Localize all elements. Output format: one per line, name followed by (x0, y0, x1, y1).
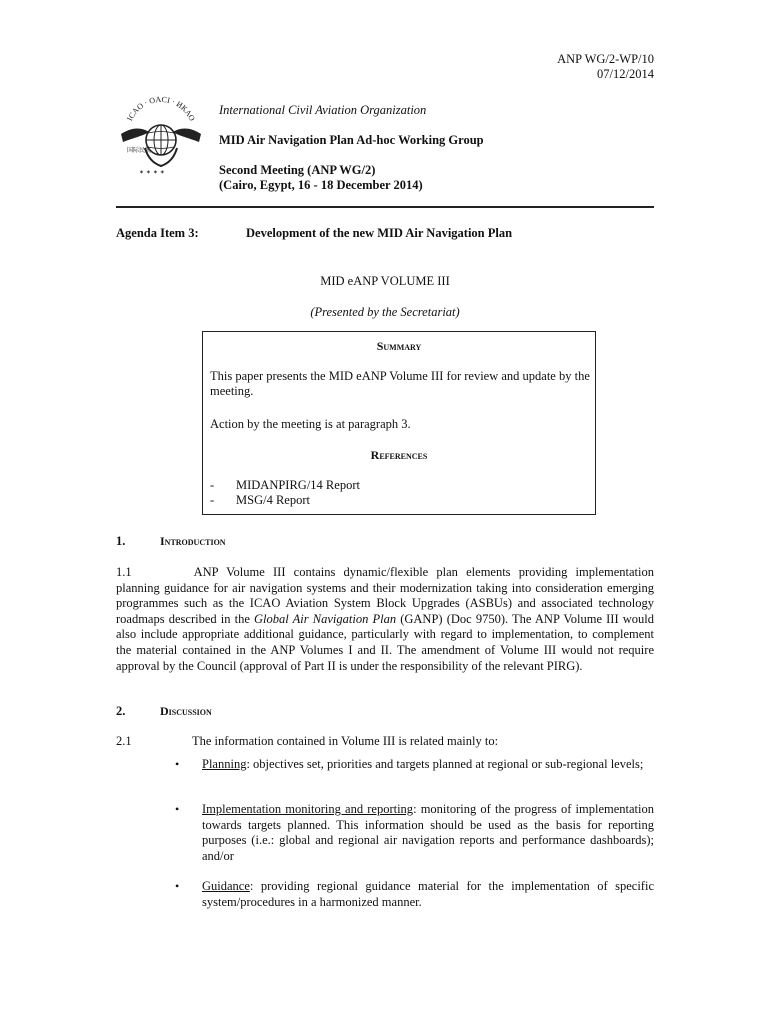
reference-dash: - (210, 478, 215, 492)
bullet-term: Implementation monitoring and reporting (202, 802, 414, 816)
icao-logo (115, 90, 207, 182)
summary-heading: Summary (376, 339, 422, 353)
section-number: 1. (116, 534, 126, 548)
meeting-venue: (Cairo, Egypt, 16 - 18 December 2014) (219, 178, 423, 192)
paragraph-text-a: ANP Volume III contains dynamic/flexible plan elements providing implementation planning guidance for air navigation systems and their modernization taking into consideration emerging programmes such as the ICAO Aviation System Block Upgrades (ASBUs) and associated technology roadmaps described in the (116, 565, 654, 626)
bullet-term: Planning (202, 757, 247, 771)
section-number: 2. (116, 704, 126, 718)
bullet-term: Guidance (202, 879, 250, 893)
logo-right-wing (173, 129, 201, 143)
svg-text:✶ ✶ ✶ ✶: ✶ ✶ ✶ ✶ (139, 169, 165, 176)
bullet-icon: • (175, 802, 180, 816)
references-heading: References (370, 448, 428, 462)
bullet-icon: • (175, 757, 180, 771)
reference-dash: - (210, 493, 215, 507)
bullet-text: : providing regional guidance material for the implementation of specific system/procedures in a harmonized manner. (202, 879, 654, 909)
bullet-text: : objectives set, priorities and targets planned at regional or sub-regional levels; (246, 757, 644, 771)
paragraph-text-b: (GANP) (Doc 9750). The ANP Volume III would also include appropriate additional guidance, particularly with regard to implementation, to complement the material contained in the ANP Volumes I and II. The amendment of Volume III would not require approval by the Council (approval of Part II is under the responsibility of the relevant PIRG). (116, 611, 655, 673)
bullet-guidance (202, 879, 654, 910)
paragraph-number: 1.1 (116, 565, 132, 579)
paragraph-2-1-intro: The information contained in Volume III is related mainly to: (192, 734, 499, 748)
logo-left-wing (121, 129, 149, 143)
working-group-name: MID Air Navigation Plan Ad-hoc Working Group (219, 133, 484, 147)
bullet-implementation-monitoring (202, 802, 654, 864)
logo-side-text: 国际民航 (127, 147, 152, 154)
meeting-name: Second Meeting (ANP WG/2) (219, 163, 376, 177)
document-reference (557, 52, 654, 82)
logo-arc-text: ICAO · OACI · ИКАО (125, 94, 197, 123)
paragraph-1-1 (116, 565, 654, 674)
agenda-item-title: Development of the new MID Air Navigation Plan (246, 226, 513, 240)
section-title-introduction: Introduction (160, 534, 226, 548)
doc-date: 07/12/2014 (597, 67, 654, 81)
doc-ref-number: ANP WG/2-WP/10 (557, 52, 654, 66)
summary-box (202, 331, 596, 515)
summary-text: This paper presents the MID eANP Volume III for review and update by the meeting. (210, 369, 590, 398)
bullet-text: : monitoring of the progress of implementation towards targets planned. This information should be used as the basis for reporting purposes (i.e.: global and regional air navigation reports and performance dashboards); and/or (202, 802, 654, 863)
paper-title: MID eANP VOLUME III (320, 274, 450, 288)
ganp-title: Global Air Navigation Plan (254, 611, 397, 626)
reference-item: MSG/4 Report (236, 493, 310, 507)
bullet-icon: • (175, 879, 180, 893)
header-divider (116, 206, 654, 208)
summary-action: Action by the meeting is at paragraph 3. (210, 417, 411, 431)
reference-item: MIDANPIRG/14 Report (236, 478, 360, 492)
paper-presenter: (Presented by the Secretariat) (310, 305, 460, 319)
agenda-item-label: Agenda Item 3: (116, 226, 199, 240)
section-title-discussion: Discussion (160, 704, 212, 718)
paragraph-number: 2.1 (116, 734, 132, 748)
bullet-planning (202, 757, 654, 773)
organization-block (219, 103, 484, 193)
organization-name: International Civil Aviation Organization (219, 103, 427, 117)
